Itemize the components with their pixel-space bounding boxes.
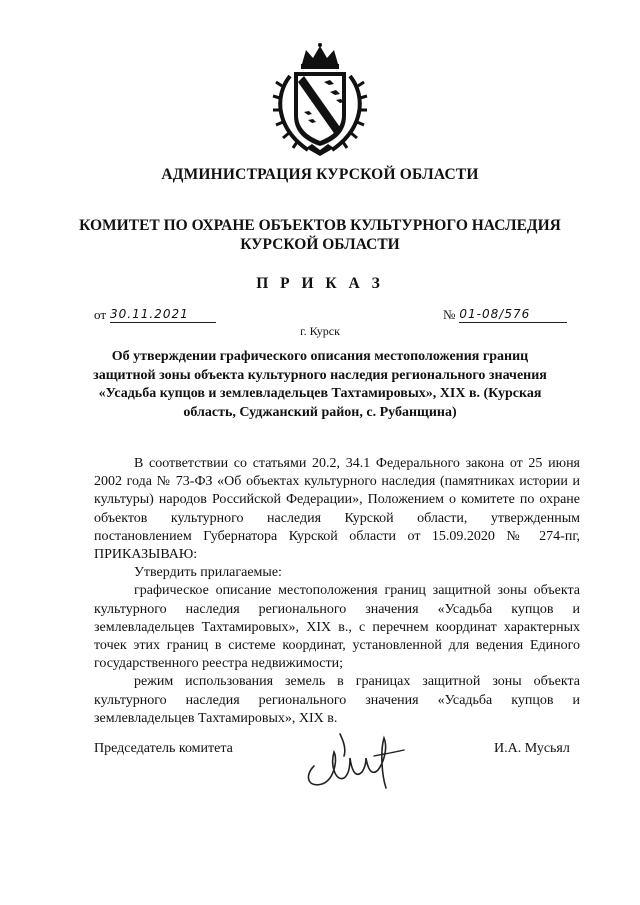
order-number	[443, 307, 567, 323]
date-prefix: от	[94, 307, 107, 322]
committee-title-line-2: КУРСКОЙ ОБЛАСТИ	[240, 236, 400, 253]
body-paragraph: В соответствии со статьями 20.2, 34.1 Федерального закона от 25 июня 2002 года № 73-ФЗ «Об объектах культурного наследия (памятниках истории и культуры) народов Российской Федерации», Положением о комитете по охране объектов культурного наследия Курской области, утвержденным постановлением Губернатора Курской области от 15.09.2020 № 274-пг, ПРИКАЗЫВАЮ:	[94, 456, 580, 563]
order-body	[94, 455, 580, 728]
committee-title-line-1: КОМИТЕТ ПО ОХРАНЕ ОБЪЕКТОВ КУЛЬТУРНОГО НАСЛЕДИЯ	[79, 217, 561, 234]
committee-title	[60, 216, 580, 254]
signature-icon	[300, 726, 410, 794]
number-value: 01-08/576	[459, 307, 567, 323]
coat-of-arms-icon	[268, 42, 372, 160]
document-type: П Р И К А З	[256, 275, 384, 292]
administration-title: АДМИНИСТРАЦИЯ КУРСКОЙ ОБЛАСТИ	[161, 166, 479, 183]
body-paragraph: Утвердить прилагаемые:	[134, 565, 282, 581]
number-prefix: №	[443, 307, 456, 322]
city: г. Курск	[300, 324, 340, 338]
body-paragraph: режим использования земель в границах защитной зоны объекта культурного наследия регионального значения «Усадьба купцов и землевладельцев Тахтамировых», XIX в.	[94, 674, 580, 726]
order-date	[94, 307, 216, 323]
order-subject: Об утверждении графического описания местоположения границ защитной зоны объекта культурного наследия регионального значения «Усадьба купцов и землевладельцев Тахтамировых», XIX в. (Курская область, Суджанский район, с. Рубанщина)	[93, 349, 547, 420]
body-paragraph: графическое описание местоположения границ защитной зоны объекта культурного наследия регионального значения «Усадьба купцов и землевладельцев Тахтамировых», XIX в., с перечнем координат характерных точек этих границ в системе координат, установленной для ведения Единого государственного реестра недвижимости;	[94, 583, 580, 672]
signer-position: Председатель комитета	[94, 741, 233, 756]
date-value: 30.11.2021	[110, 307, 216, 323]
signer-name: И.А. Мусьял	[494, 741, 570, 756]
